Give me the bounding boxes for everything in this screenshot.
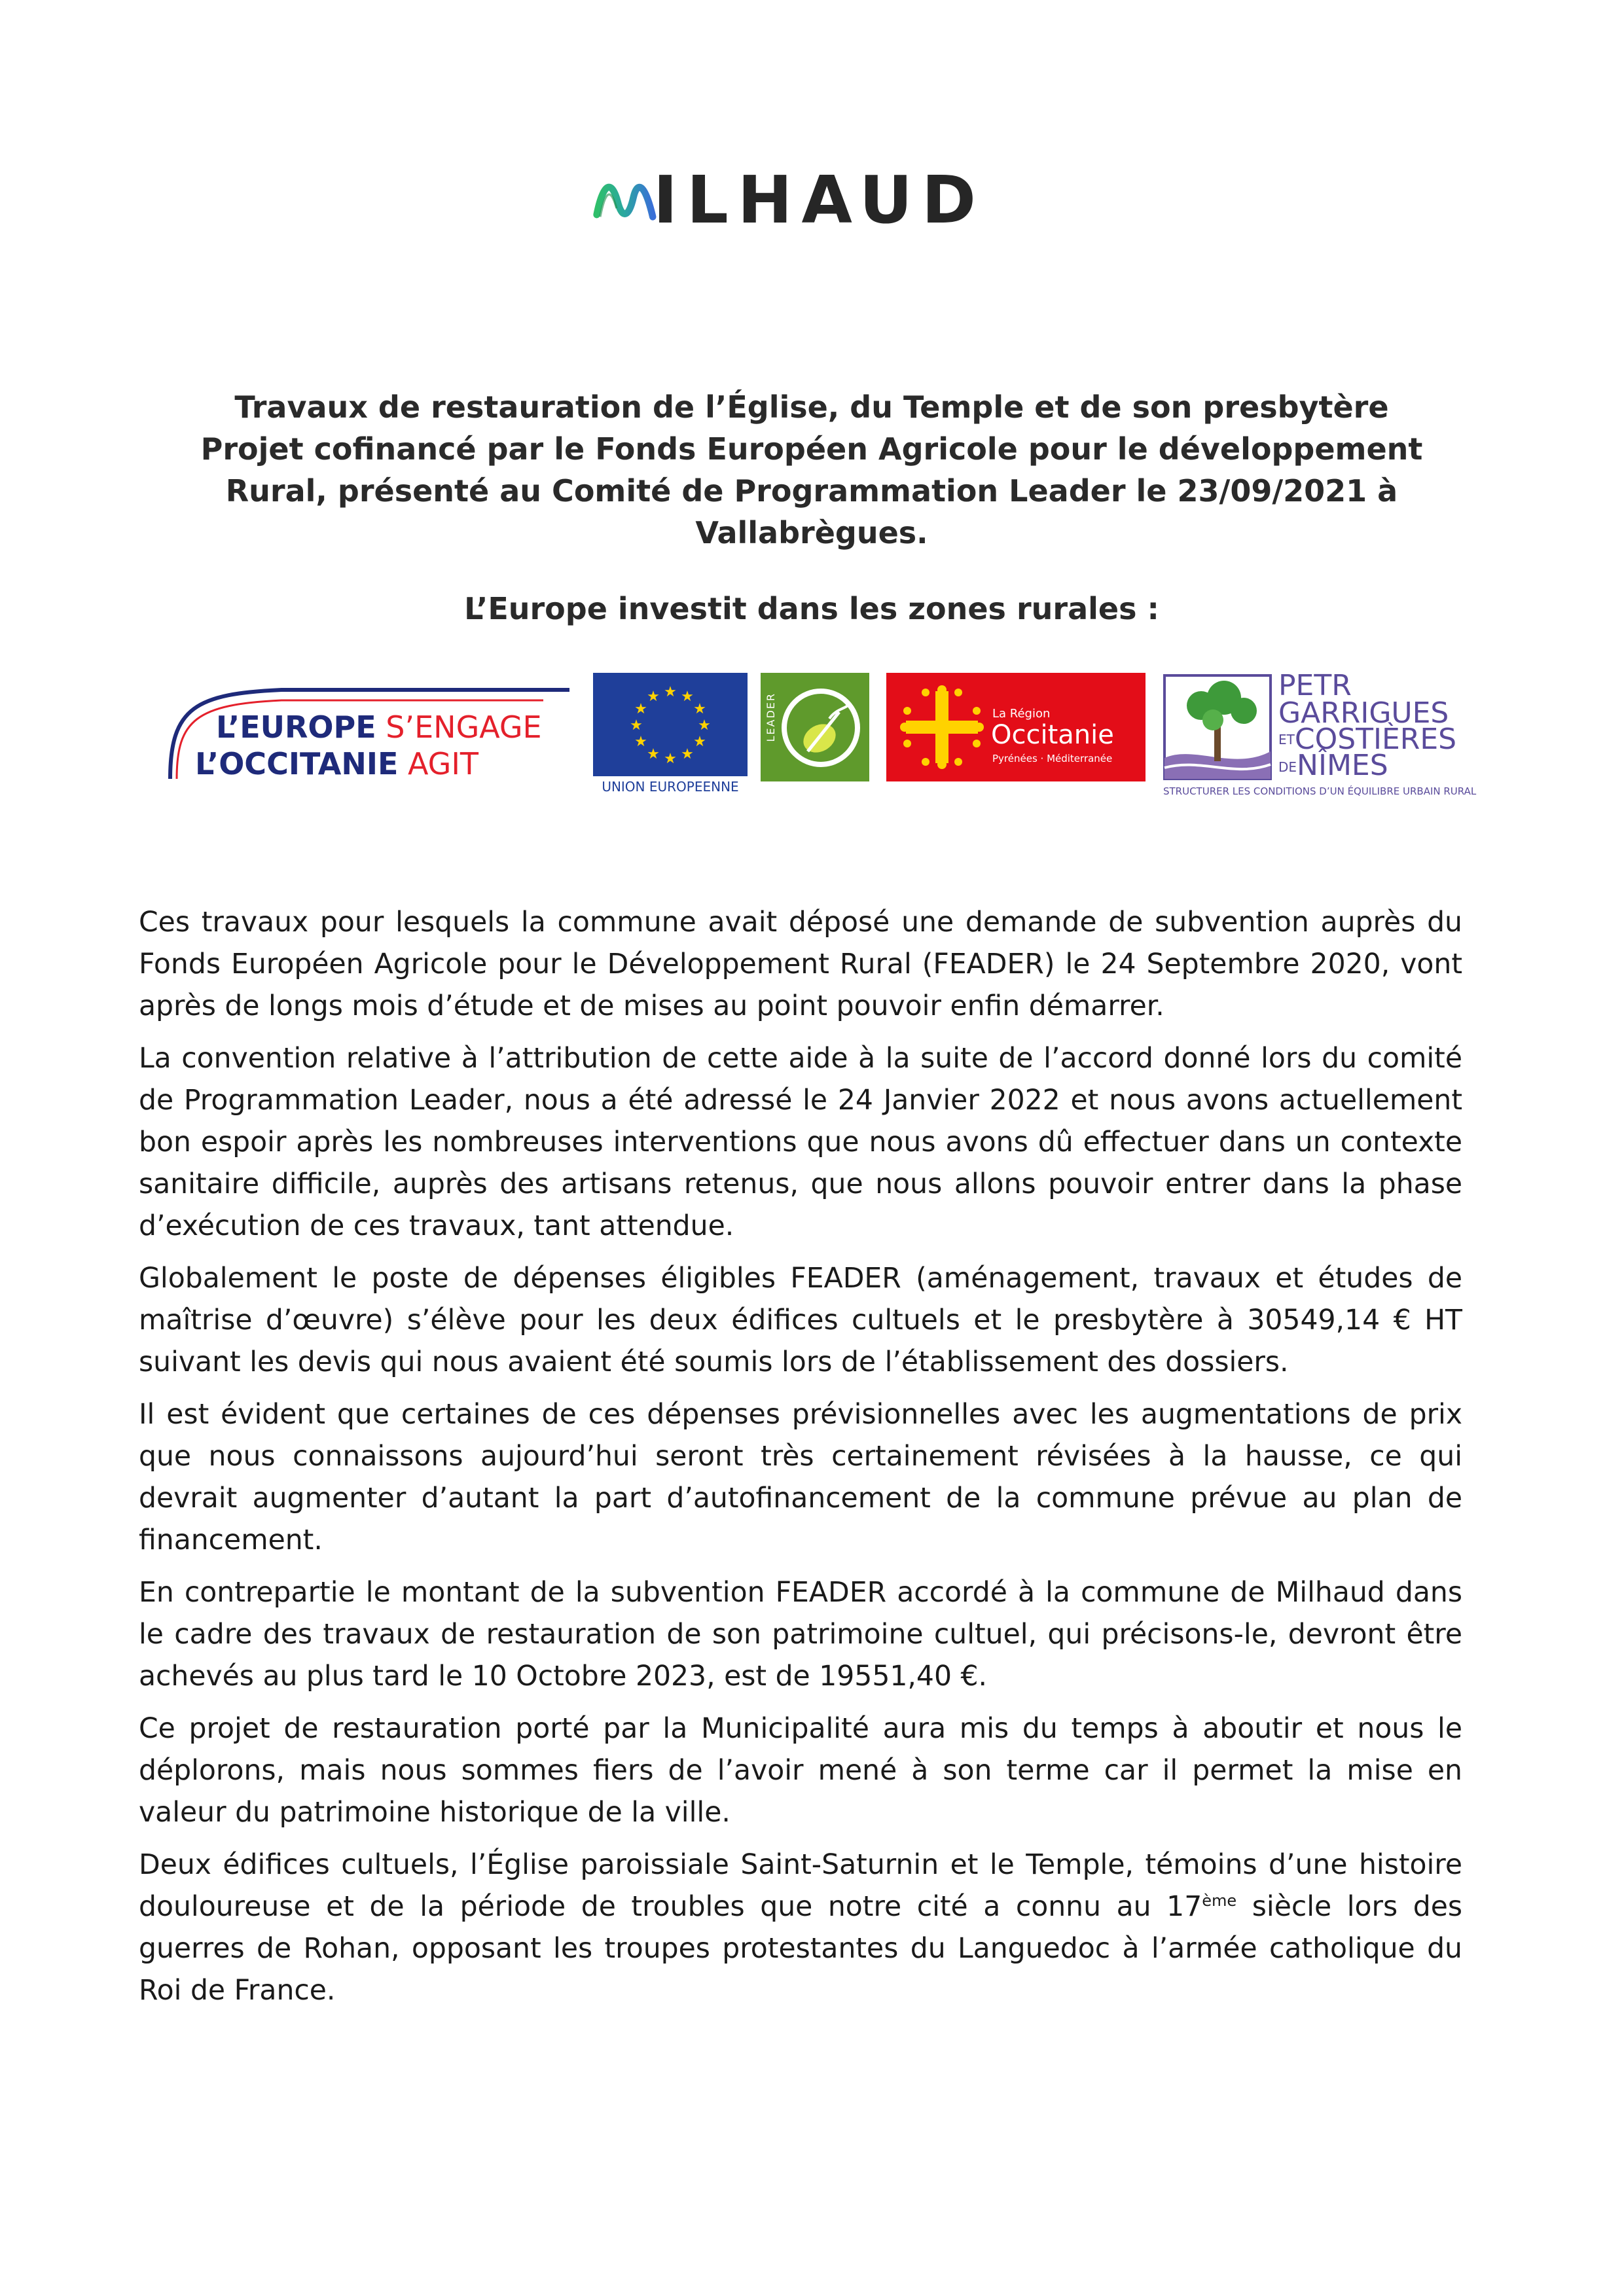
petr-logo-line-1: PETR [1278, 669, 1352, 702]
petr-logo-tagline: STRUCTURER LES CONDITIONS D’UN ÉQUILIBRE URBAIN RURAL [1163, 785, 1477, 797]
svg-text:★: ★ [693, 701, 706, 717]
svg-text:★: ★ [630, 717, 643, 734]
occitanie-logo-name: Occitanie [991, 720, 1114, 750]
title-line-1: Travaux de restauration de l’Église, du Temple et de son presbytère [234, 389, 1389, 425]
paragraph-3: Globalement le poste de dépenses éligibles FEADER (aménagement, travaux et études de maîtrise d’œuvre) s’élève pour les deux édifices cultuels et le presbytère à 30549,14 € HT suivant les devis qui nous avaient été soumis lors de l’établissement des dossiers. [139, 1263, 1462, 1378]
europe-occitanie-logo [151, 681, 583, 785]
paragraph-1: Ces travaux pour lesquels la commune avait déposé une demande de subvention auprès du Fonds Européen Agricole pour le Développement Rural (FEADER) le 24 Septembre 2020, vont après de longs mois d’étude et de mises au point pouvoir enfin démarrer. [139, 906, 1462, 1022]
petr-logo-line-3: $^{ET}$COSTIÈRES [1278, 723, 1457, 756]
svg-text:★: ★ [681, 689, 694, 705]
leader-logo [761, 673, 869, 781]
occitanie-logo-small: La Région [992, 707, 1051, 721]
svg-text:★: ★ [647, 689, 660, 705]
svg-text:★: ★ [681, 746, 694, 762]
svg-text:★: ★ [693, 734, 706, 750]
occitanie-region-logo [886, 673, 1146, 781]
petr-tree-icon [1162, 673, 1273, 781]
europe-logo-line-2: L’OCCITANIE AGIT [195, 746, 478, 781]
paragraph-7: Deux édifices cultuels, l’Église paroissiale Saint-Saturnin et le Temple, témoins d’une histoire douloureuse et de la période de troubles que notre cité a connu au 17ème siècle lors des guerres de Rohan, opposant les troupes protestantes du Languedoc à l’armée catholique du Roi de France. [139, 1849, 1462, 2007]
milhaud-logo [592, 151, 985, 249]
svg-text:★: ★ [698, 717, 711, 734]
eu-logo-caption: UNION EUROPEENNE [602, 779, 739, 795]
svg-text:★: ★ [634, 734, 647, 750]
document-title [118, 386, 1506, 554]
leader-vertical-text: LEADER [765, 692, 777, 742]
title-line-3: Rural, présenté au Comité de Programmation Leader le 23/09/2021 à [225, 473, 1398, 509]
partner-logos [151, 669, 1492, 797]
milhaud-swoosh-icon [592, 160, 657, 239]
paragraph-6: Ce projet de restauration porté par la Municipalité aura mis du temps à aboutir et nous le déplorons, mais nous sommes fiers de l’avoir mené à son terme car il permet la mise en valeur du patrimoine historique de la ville. [139, 1713, 1462, 1829]
milhaud-logo-text: ILHAUD [653, 161, 985, 238]
petr-logo [1162, 669, 1489, 797]
svg-text:★: ★ [664, 684, 677, 700]
paragraph-2: La convention relative à l’attribution de cette aide à la suite de l’accord donné lors du comité de Programmation Leader, nous a été adressé le 24 Janvier 2022 et nous avons actuellement bon espoir après les nombreuses interventions que nous avons dû effectuer dans un contexte sanitaire difficile, auprès des artisans retenus, que nous allons pouvoir entrer dans la phase d’exécution de ces travaux, tant attendue. [139, 1043, 1462, 1242]
svg-text:★: ★ [664, 751, 677, 767]
occitan-cross-icon [899, 685, 984, 770]
europe-logo-line-1: L’EUROPE S’ENGAGE [216, 709, 542, 745]
title-line-4: Vallabrègues. [695, 515, 928, 550]
eu-logo [593, 673, 748, 797]
paragraph-4: Il est évident que certaines de ces dépenses prévisionnelles avec les augmentations de prix que nous connaissons aujourd’hui seront très certainement révisées à la hausse, ce qui devrait augmenter d’autant la part d’autofinancement de la commune prévue au plan de financement. [139, 1399, 1462, 1556]
title-line-2: Projet cofinancé par le Fonds Européen Agricole pour le développement [200, 431, 1423, 467]
eu-flag-icon [593, 673, 748, 776]
document-subtitle: L’Europe investit dans les zones rurales : [464, 591, 1159, 626]
paragraph-5: En contrepartie le montant de la subvention FEADER accordé à la commune de Milhaud dans le cadre des travaux de restauration de son patrimoine cultuel, qui précisons-le, devront être achevés au plus tard le 10 Octobre 2023, est de 19551,40 €. [139, 1577, 1462, 1693]
petr-logo-line-2: GARRIGUES [1278, 696, 1449, 730]
svg-text:★: ★ [647, 746, 660, 762]
superscript-eme: ème [1202, 1891, 1237, 1910]
petr-logo-line-4: DENÎMES [1278, 749, 1388, 782]
svg-text:★: ★ [634, 701, 647, 717]
occitanie-logo-sub: Pyrénées · Méditerranée [992, 753, 1113, 764]
article-body [139, 902, 1462, 2022]
